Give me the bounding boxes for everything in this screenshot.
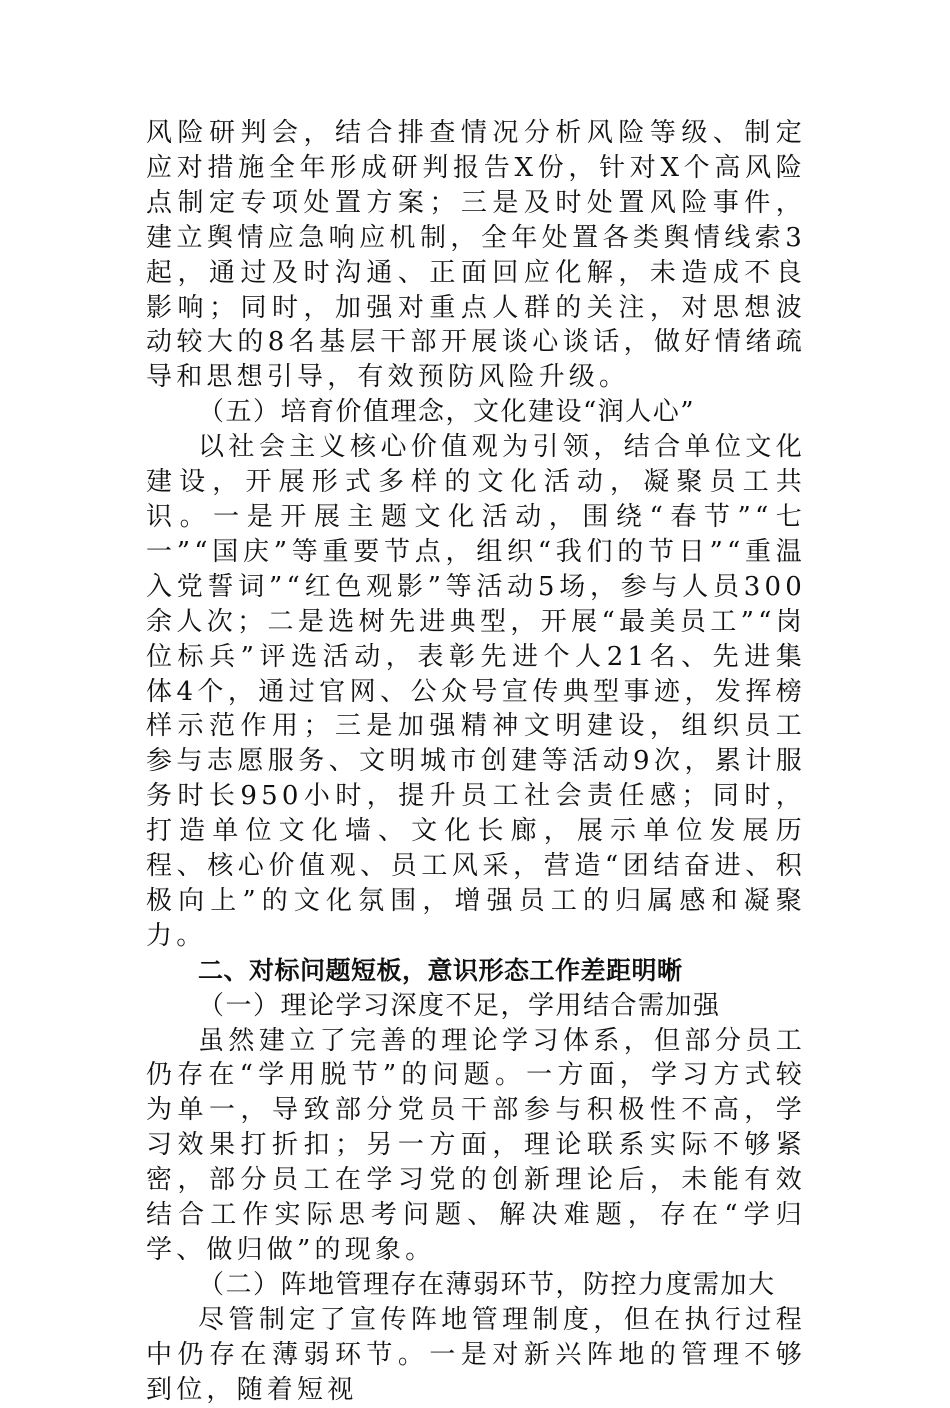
subheading-theory-study: （一）理论学习深度不足，学用结合需加强 xyxy=(198,990,721,1021)
subheading-culture-building: （五）培育价值理念，文化建设“润人心” xyxy=(198,397,696,428)
paragraph-risk-assessment: 风险研判会，结合排查情况分析风险等级、制定应对措施全年形成研判报告X份，针对X个高风险点制定专项处置方案；三是及时处置风险事件，建立舆情应急响应机制，全年处置各类舆情线索3起，通过及时沟通、正面回应化解，未造成不良影响；同时，加强对重点人群的关注，对思想波动较大的8名基层干部开展谈心谈话，做好情绪疏导和思想引导，有效预防风险升级。 xyxy=(146,118,806,393)
subheading-position-management: （二）阵地管理存在薄弱环节，防控力度需加大 xyxy=(198,1269,776,1300)
section-heading-shortcomings: 二、对标问题短板，意识形态工作差距明晰 xyxy=(198,955,683,985)
paragraph-theory-study: 虽然建立了完善的理论学习体系，但部分员工仍存在“学用脱节”的问题。一方面，学习方式较为单一，导致部分党员干部参与积极性不高，学习效果打折扣；另一方面，理论联系实际不够紧密，部分员工在学习党的创新理论后，未能有效结合工作实际思考问题、解决难题，存在“学归学、做归做”的现象。 xyxy=(146,1025,806,1265)
document-page xyxy=(146,116,806,1408)
paragraph-position-management: 尽管制定了宣传阵地管理制度，但在执行过程中仍存在薄弱环节。一是对新兴阵地的管理不够到位，随着短视 xyxy=(146,1304,806,1405)
paragraph-culture-activities: 以社会主义核心价值观为引领，结合单位文化建设，开展形式多样的文化活动，凝聚员工共识。一是开展主题文化活动，围绕“春节”“七一”“国庆”等重要节点，组织“我们的节日”“重温入党誓词”“红色观影”等活动5场，参与人员300余人次；二是选树先进典型，开展“最美员工”“岗位标兵”评选活动，表彰先进个人21名、先进集体4个，通过官网、公众号宣传典型事迹，发挥榜样示范作用；三是加强精神文明建设，组织员工参与志愿服务、文明城市创建等活动9次，累计服务时长950小时，提升员工社会责任感；同时，打造单位文化墙、文化长廊，展示单位发展历程、核心价值观、员工风采，营造“团结奋进、积极向上”的文化氛围，增强员工的归属感和凝聚力。 xyxy=(146,432,806,951)
